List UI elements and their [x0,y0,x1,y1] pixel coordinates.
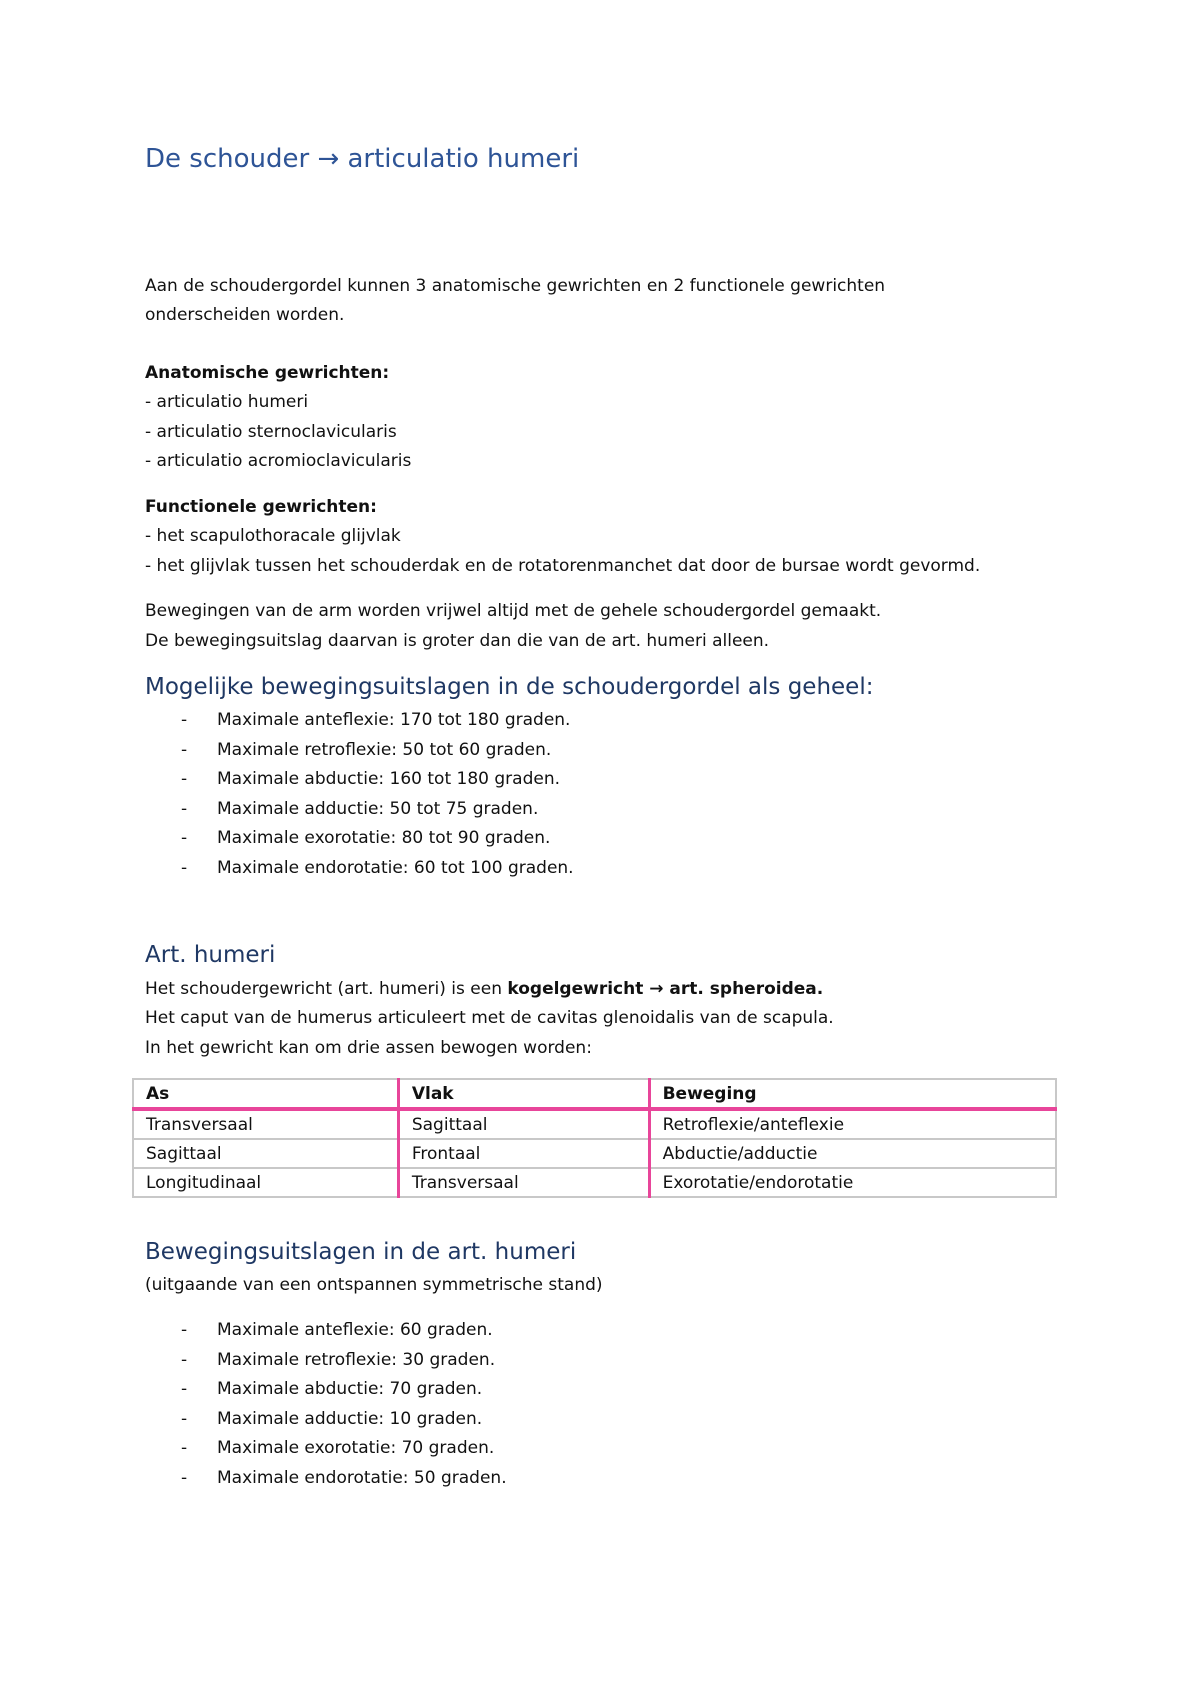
girdle-range-list [181,706,574,883]
list-item: - Maximale exorotatie: 70 graden. [181,1438,495,1458]
list-item: - Maximale anteflexie: 170 tot 180 graden. [181,710,571,730]
list-item: - Maximale retroflexie: 30 graden. [181,1349,496,1370]
humeri-range-list [181,1316,507,1493]
table-cell: Abductie/adductie [649,1139,1056,1168]
humeri-section-heading: Art. humeri [145,942,276,968]
table-header-cell: Vlak [398,1079,649,1109]
table-cell: Exorotatie/endorotatie [649,1168,1056,1197]
movement-note-line-2: De bewegingsuitslag daarvan is groter dan die van de art. humeri alleen. [145,631,770,651]
anatomical-heading: Anatomische gewrichten: [145,363,390,383]
table-cell: Retroflexie/anteflexie [649,1109,1056,1139]
list-item: - Maximale exorotatie: 80 tot 90 graden. [181,828,551,848]
ranges-subtitle: (uitgaande van een ontspannen symmetrische stand) [145,1275,603,1295]
anatomical-item: - articulatio humeri [145,392,309,412]
table-cell: Transversaal [398,1168,649,1197]
intro-line-1: Aan de schoudergordel kunnen 3 anatomische gewrichten en 2 functionele gewrichten [145,276,886,296]
table-header-cell: Beweging [649,1079,1056,1109]
table-header-cell: As [133,1079,398,1109]
document-title: De schouder → articulatio humeri [145,144,580,174]
intro-line-2: onderscheiden worden. [145,305,345,325]
list-item: - Maximale abductie: 70 graden. [181,1379,483,1399]
table-row [133,1109,1056,1139]
list-item: - Maximale endorotatie: 50 graden. [181,1467,507,1488]
ranges-section-heading: Bewegingsuitslagen in de art. humeri [145,1239,577,1265]
functional-item: - het scapulothoracale glijvlak [145,526,401,546]
table-row [133,1139,1056,1168]
table-header-row [133,1079,1056,1109]
humeri-line-1: Het schoudergewricht (art. humeri) is een kogelgewricht → art. spheroidea. [145,979,824,999]
anatomical-item: - articulatio acromioclavicularis [145,451,412,471]
anatomical-item: - articulatio sternoclavicularis [145,422,397,442]
list-item: - Maximale adductie: 50 tot 75 graden. [181,798,539,819]
table-cell: Longitudinaal [133,1168,398,1197]
humeri-line-2: Het caput van de humerus articuleert met de cavitas glenoidalis van de scapula. [145,1008,834,1028]
table-cell: Frontaal [398,1139,649,1168]
list-item: - Maximale anteflexie: 60 graden. [181,1320,493,1340]
axes-table [132,1078,1057,1198]
humeri-line-3: In het gewricht kan om drie assen bewogen worden: [145,1038,592,1058]
girdle-section-heading: Mogelijke bewegingsuitslagen in de schoudergordel als geheel: [145,674,874,700]
table-row [133,1168,1056,1197]
functional-heading: Functionele gewrichten: [145,497,377,517]
table-cell: Sagittaal [398,1109,649,1139]
functional-item: - het glijvlak tussen het schouderdak en de rotatorenmanchet dat door de bursae wordt gevormd. [145,556,981,576]
list-item: - Maximale abductie: 160 tot 180 graden. [181,769,560,789]
table-cell: Sagittaal [133,1139,398,1168]
list-item: - Maximale endorotatie: 60 tot 100 graden. [181,857,574,878]
list-item: - Maximale retroflexie: 50 tot 60 graden. [181,739,552,760]
table-cell: Transversaal [133,1109,398,1139]
movement-note-line-1: Bewegingen van de arm worden vrijwel altijd met de gehele schoudergordel gemaakt. [145,601,882,621]
list-item: - Maximale adductie: 10 graden. [181,1408,483,1429]
